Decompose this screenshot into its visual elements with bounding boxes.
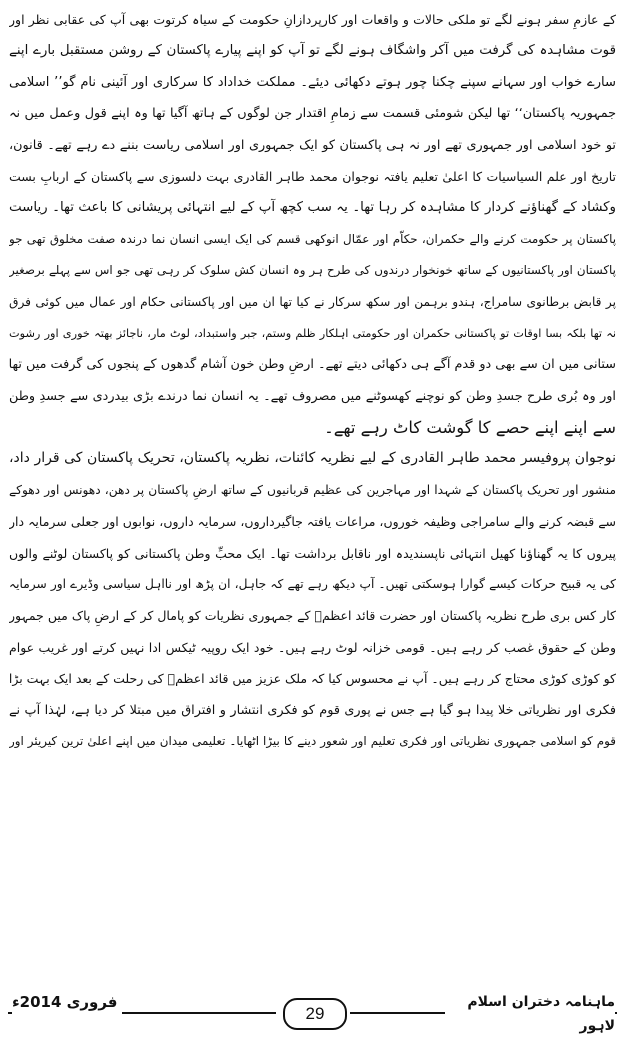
- text-line: کی یہ قبیح حرکات کیسے گوارا ہوسکتی تھیں۔ آپ دیکھ رہے تھے کہ جاہل، ان پڑھ اور نااہل سیاسی وڈیرے اور سرمایہ: [9, 577, 616, 592]
- text-line: تاریخ اور علم السیاسیات کا اعلیٰ تعلیم یافتہ نوجوان محمد طاہر القادری بہت دلسوزی سے پاکستان کے اربابِ بست: [9, 168, 616, 184]
- text-line: کے عازمِ سفر ہونے لگے تو ملکی حالات و واقعات اور کارپردازانِ حکومت کے سیاہ کرتوت بھی آپ کی عقابی نظر اور: [9, 12, 616, 27]
- text-line: فکری اور نظریاتی خلا پیدا ہو گیا ہے جس نے پوری قوم کو فکری انتشار و افتراق میں مبتلا کر دیا ہے، لہٰذا آپ نے: [9, 702, 616, 718]
- page-footer: [0, 990, 625, 1036]
- page-number: 29: [283, 998, 347, 1030]
- text-line: کو کوڑی کوڑی محتاج کر رہے ہیں۔ آپ نے محسوس کیا کہ ملک عزیز میں قائد اعظمؒ کی رحلت کے بعد ایک بہت بڑا: [9, 671, 616, 687]
- text-line: پاکستان اور پاکستانیوں کے ساتھ خونخوار درندوں کی طرح ہر وہ انسان کش سلوک کر رہی تھی جو اس سے پہلے برصغیر: [9, 263, 616, 278]
- text-line: سارے خواب اور سہانے سپنے چکنا چور ہوتے دکھائی دیئے۔ مملکت خداداد کا سرکاری اور آئینی نام گو’’ اسلامی: [9, 74, 616, 90]
- text-line: نہ تھا بلکہ بسا اوقات تو پاکستانی حکمران اور حکومتی اہلکار ظلم وستم، جبر واستبداد، لوٹ مار، ناجائز بھتہ خوری اور رشوت: [9, 326, 616, 340]
- text-line: وطن کے حقوق غصب کر رہے ہیں۔ قومی خزانہ لوٹ رہے ہیں۔ خود ایک روپیہ ٹیکس ادا نہیں کرتے اور غریب عوام: [9, 639, 616, 655]
- text-line: کار کس بری طرح نظریہ پاکستان اور حضرت قائد اعظمؒ کے جمہوری نظریات کو پامال کر کے ارضِ پاک میں جمہور: [9, 608, 616, 624]
- text-line: جمہوریہ پاکستان‘‘ تھا لیکن شومئی قسمت سے زمامِ اقتدار جن لوگوں کے ہاتھ آگیا تھا وہ اپنے قول وعمل میں نہ: [9, 106, 616, 122]
- text-line: قوم کو اسلامی جمہوری نظریاتی اور فکری تعلیم اور شعور دینے کا بیڑا اٹھایا۔ تعلیمی میدان میں اپنے اعلیٰ ترین کیریئر اور: [9, 733, 616, 748]
- text-line: پر قابض برطانوی سامراج، ہندو برہمن اور سکھ سرکار نے کیا تھا ان میں اور پاکستانی حکام اور عمال میں کوئی فرق: [9, 294, 616, 309]
- text-line: نوجوان پروفیسر محمد طاہر القادری کے لیے نظریہ کائنات، نظریہ پاکستان، تحریک پاکستان کی قرار داد،: [9, 450, 616, 467]
- text-line: قوت مشاہدہ کی گرفت میں آکر واشگاف ہونے لگے تو آپ کو اپنے پیارے پاکستان کے روشن مستقبل بارے اپنے: [9, 43, 616, 59]
- text-line: پیروں کا یہ گھناؤنا کھیل انتہائی ناپسندیدہ اور ناقابل برداشت تھا۔ ایک محبِّ وطن پاکستانی کو پاکستان لوٹنے والوں: [9, 545, 616, 561]
- text-line: اور وہ بُری طرح جسدِ وطن کو نوچنے کھسوٹنے میں مصروف تھے۔ یہ انسان نما درندے بڑی بیدردی سے جسدِ وطن: [9, 388, 616, 404]
- text-line: پاکستان پر حکومت کرنے والے حکمران، حکاّم اور عمّال انوکھی قسم کی ایک ایسی انسان نما درندہ صفت مخلوق تھی جو: [9, 231, 616, 246]
- text-line: ستانی میں ان سے بھی دو قدم آگے ہی دکھائی دیتے تھے۔ ارضِ وطن خون آشام گدھوں کے پنجوں کی گرفت میں تھا: [9, 357, 616, 373]
- text-line: سے قبضہ کرنے والے سامراجی وظیفہ خوروں، مراعات یافتہ جاگیرداروں، سرمایہ داروں، نوابوں اور جعلی سرمایہ دار: [9, 514, 616, 530]
- magazine-title: ماہنامہ دختران اسلام لاہور: [445, 990, 615, 1014]
- text-line: منشور اور تحریک پاکستان کے شہدا اور مہاجرین کی عظیم قربانیوں کے ساتھ ارضِ پاکستان پر دھن، دھونس اور دھوکے: [9, 482, 616, 497]
- text-line: سے اپنے اپنے حصے کا گوشت کاٹ رہے تھے۔: [324, 418, 616, 438]
- text-line: وکشاد کے گھناؤنے کردار کا مشاہدہ کر رہا تھا۔ یہ سب کچھ آپ کے لیے انتہائی پریشانی کا باعث تھا۔ ریاست: [9, 200, 616, 216]
- issue-date: فروری 2014ء: [12, 990, 122, 1014]
- text-line: تو خود اسلامی اور جمہوری تھے اور نہ ہی پاکستان کو ایک جمہوری اور اسلامی ریاست بننے دے رہے تھے۔ قانون،: [9, 137, 616, 153]
